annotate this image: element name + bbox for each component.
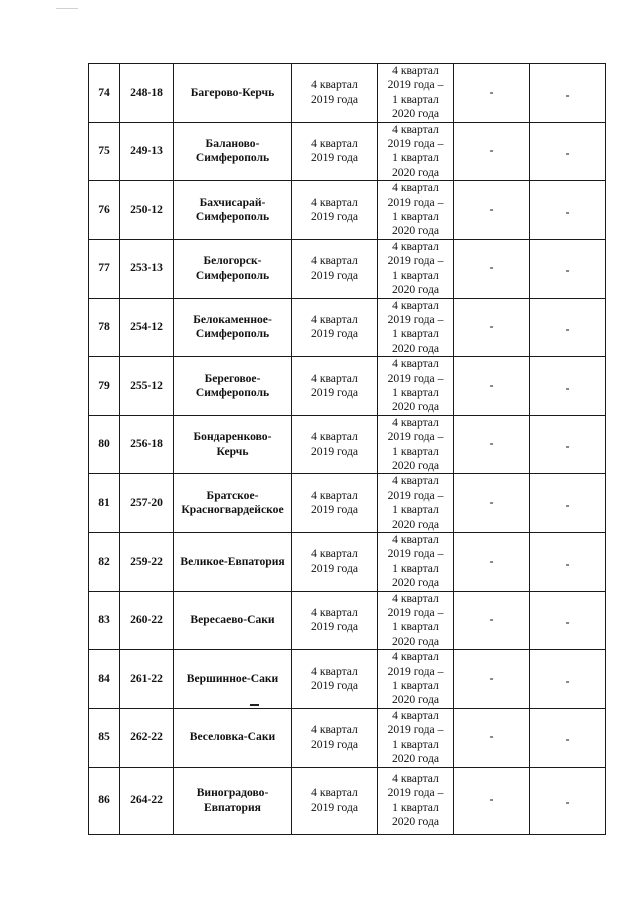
col6-value: - <box>489 495 494 509</box>
col7-cell <box>530 533 606 592</box>
col7-cell <box>530 298 606 357</box>
col6-cell <box>454 474 530 533</box>
table-row <box>89 650 606 709</box>
row-number: 79 <box>89 357 120 416</box>
start-period-line: 2019 года <box>310 268 359 282</box>
route-name-line: Симферополь <box>195 151 270 165</box>
route-name <box>174 415 292 474</box>
end-period-line: 2020 года <box>391 634 440 648</box>
col6-cell <box>454 591 530 650</box>
end-period-line: 2020 года <box>391 693 440 707</box>
start-period-line: 4 квартал <box>311 312 358 326</box>
end-period-line: 2020 года <box>391 400 440 414</box>
start-period <box>292 650 378 709</box>
col6-value: - <box>489 554 494 568</box>
row-number: 75 <box>89 122 120 181</box>
row-number: 81 <box>89 474 120 533</box>
table-row <box>89 298 606 357</box>
start-period-line: 4 квартал <box>311 606 358 620</box>
route-name <box>174 122 292 181</box>
end-period-line: 1 квартал <box>392 444 439 458</box>
end-period <box>378 767 454 834</box>
route-name-line: Бахчисарай- <box>199 195 266 209</box>
col6-cell <box>454 239 530 298</box>
start-period-line: 2019 года <box>310 327 359 341</box>
end-period-line: 2020 года <box>391 576 440 590</box>
end-period-line: 2019 года – <box>387 547 444 561</box>
col6-cell <box>454 298 530 357</box>
col7-cell <box>530 591 606 650</box>
col6-value: - <box>489 85 494 99</box>
end-period-line: 1 квартал <box>392 561 439 575</box>
col6-value: - <box>489 730 494 744</box>
table-row <box>89 474 606 533</box>
end-period-line: 2019 года – <box>387 312 444 326</box>
start-period <box>292 298 378 357</box>
end-period-line: 2019 года – <box>387 254 444 268</box>
route-code: 250-12 <box>120 181 174 240</box>
end-period-line: 2019 года – <box>387 664 444 678</box>
end-period-line: 2019 года – <box>387 78 444 92</box>
route-name <box>174 64 292 123</box>
col6-value: - <box>489 671 494 685</box>
route-name-line: Вершинное-Саки <box>186 671 279 685</box>
end-period-line: 1 квартал <box>392 737 439 751</box>
start-period <box>292 239 378 298</box>
col7-value: - <box>565 440 570 454</box>
end-period <box>378 591 454 650</box>
route-code: 264-22 <box>120 767 174 834</box>
end-period-line: 2020 года <box>391 752 440 766</box>
route-code: 261-22 <box>120 650 174 709</box>
col7-value: - <box>565 205 570 219</box>
col7-cell <box>530 474 606 533</box>
col6-value: - <box>489 202 494 216</box>
end-period-line: 2020 года <box>391 341 440 355</box>
start-period-line: 4 квартал <box>311 78 358 92</box>
col6-cell <box>454 708 530 767</box>
row-number: 80 <box>89 415 120 474</box>
start-period <box>292 708 378 767</box>
start-period-line: 4 квартал <box>311 371 358 385</box>
start-period-line: 2019 года <box>310 737 359 751</box>
route-name <box>174 357 292 416</box>
end-period <box>378 650 454 709</box>
end-period-line: 1 квартал <box>392 503 439 517</box>
end-period-line: 2019 года – <box>387 723 444 737</box>
route-code: 262-22 <box>120 708 174 767</box>
end-period <box>378 64 454 123</box>
end-period <box>378 181 454 240</box>
end-period-line: 1 квартал <box>392 92 439 106</box>
route-name <box>174 767 292 834</box>
start-period-line: 4 квартал <box>311 430 358 444</box>
route-name-line: Вересаево-Саки <box>190 613 275 627</box>
route-name-line: Бондаренково- <box>193 430 272 444</box>
row-number: 84 <box>89 650 120 709</box>
col7-cell <box>530 767 606 834</box>
start-period <box>292 767 378 834</box>
end-period-line: 4 квартал <box>392 771 439 785</box>
col7-value: - <box>565 88 570 102</box>
routes-table <box>88 63 606 835</box>
col6-value: - <box>489 320 494 334</box>
start-period-line: 2019 года <box>310 444 359 458</box>
col6-cell <box>454 181 530 240</box>
route-code: 254-12 <box>120 298 174 357</box>
start-period-line: 4 квартал <box>311 786 358 800</box>
start-period-line: 4 квартал <box>311 195 358 209</box>
end-period <box>378 357 454 416</box>
col6-cell <box>454 533 530 592</box>
col6-value: - <box>489 437 494 451</box>
end-period-line: 4 квартал <box>392 650 439 664</box>
col7-value: - <box>565 796 570 810</box>
start-period-line: 2019 года <box>310 561 359 575</box>
col7-value: - <box>565 381 570 395</box>
end-period-line: 4 квартал <box>392 357 439 371</box>
start-period <box>292 122 378 181</box>
route-code: 249-13 <box>120 122 174 181</box>
route-name <box>174 474 292 533</box>
route-name-line: Евпатория <box>204 800 261 814</box>
table-row <box>89 239 606 298</box>
col7-cell <box>530 415 606 474</box>
row-number: 86 <box>89 767 120 834</box>
end-period-line: 4 квартал <box>392 415 439 429</box>
col6-cell <box>454 357 530 416</box>
route-name-line: Береговое- <box>204 371 261 385</box>
route-name <box>174 650 292 709</box>
end-period-line: 4 квартал <box>392 239 439 253</box>
route-code: 257-20 <box>120 474 174 533</box>
start-period-line: 4 квартал <box>311 254 358 268</box>
end-period <box>378 474 454 533</box>
col7-cell <box>530 239 606 298</box>
route-name-line: Виноградово- <box>196 786 269 800</box>
route-name <box>174 298 292 357</box>
row-number: 76 <box>89 181 120 240</box>
end-period-line: 4 квартал <box>392 181 439 195</box>
col6-cell <box>454 650 530 709</box>
table-row <box>89 357 606 416</box>
route-name-line: Симферополь <box>195 385 270 399</box>
scan-artifact <box>56 8 78 9</box>
end-period <box>378 415 454 474</box>
route-name <box>174 239 292 298</box>
table-row <box>89 415 606 474</box>
start-period-line: 4 квартал <box>311 137 358 151</box>
end-period-line: 2020 года <box>391 517 440 531</box>
route-name-line: Красногвардейское <box>181 503 284 517</box>
col7-value: - <box>565 264 570 278</box>
route-name-line: Баланово- <box>205 137 260 151</box>
route-name-line: Багерово-Керчь <box>190 85 275 99</box>
start-period-line: 4 квартал <box>311 488 358 502</box>
table-row <box>89 533 606 592</box>
row-number: 74 <box>89 64 120 123</box>
end-period <box>378 708 454 767</box>
end-period <box>378 298 454 357</box>
end-period-line: 4 квартал <box>392 64 439 77</box>
col7-value: - <box>565 733 570 747</box>
end-period-line: 4 квартал <box>392 533 439 546</box>
route-name-line: Веселовка-Саки <box>189 730 276 744</box>
end-period <box>378 239 454 298</box>
table-row <box>89 181 606 240</box>
route-code: 256-18 <box>120 415 174 474</box>
row-number: 83 <box>89 591 120 650</box>
end-period-line: 1 квартал <box>392 327 439 341</box>
end-period-line: 4 квартал <box>392 122 439 136</box>
route-name-line: Керчь <box>216 444 249 458</box>
start-period <box>292 181 378 240</box>
col6-cell <box>454 122 530 181</box>
col6-cell <box>454 415 530 474</box>
route-name-line: Симферополь <box>195 210 270 224</box>
end-period-line: 2020 года <box>391 165 440 179</box>
end-period-line: 4 квартал <box>392 474 439 488</box>
route-name <box>174 708 292 767</box>
end-period-line: 1 квартал <box>392 151 439 165</box>
route-code: 248-18 <box>120 64 174 123</box>
route-name-line: Белокаменное- <box>193 312 272 326</box>
route-name <box>174 181 292 240</box>
ink-mark <box>250 704 259 706</box>
start-period-line: 4 квартал <box>311 723 358 737</box>
start-period-line: 2019 года <box>310 210 359 224</box>
end-period-line: 2020 года <box>391 458 440 472</box>
col7-cell <box>530 64 606 123</box>
start-period <box>292 474 378 533</box>
col7-value: - <box>565 674 570 688</box>
end-period-line: 1 квартал <box>392 268 439 282</box>
route-name-line: Братское- <box>206 488 259 502</box>
table-row <box>89 767 606 834</box>
start-period <box>292 533 378 592</box>
col7-value: - <box>565 323 570 337</box>
col6-value: - <box>489 793 494 807</box>
route-code: 260-22 <box>120 591 174 650</box>
start-period <box>292 415 378 474</box>
start-period-line: 2019 года <box>310 679 359 693</box>
start-period-line: 2019 года <box>310 503 359 517</box>
table-row <box>89 591 606 650</box>
col6-value: - <box>489 261 494 275</box>
row-number: 77 <box>89 239 120 298</box>
route-name <box>174 591 292 650</box>
start-period-line: 4 квартал <box>311 664 358 678</box>
end-period-line: 2020 года <box>391 283 440 297</box>
col7-cell <box>530 650 606 709</box>
col7-cell <box>530 357 606 416</box>
end-period-line: 1 квартал <box>392 385 439 399</box>
route-code: 253-13 <box>120 239 174 298</box>
route-code: 259-22 <box>120 533 174 592</box>
route-name <box>174 533 292 592</box>
start-period <box>292 591 378 650</box>
end-period-line: 2019 года – <box>387 371 444 385</box>
end-period-line: 2020 года <box>391 107 440 121</box>
end-period-line: 2019 года – <box>387 606 444 620</box>
col7-cell <box>530 122 606 181</box>
end-period <box>378 122 454 181</box>
end-period-line: 4 квартал <box>392 708 439 722</box>
col7-cell <box>530 708 606 767</box>
end-period-line: 1 квартал <box>392 800 439 814</box>
end-period-line: 2020 года <box>391 224 440 238</box>
end-period-line: 1 квартал <box>392 210 439 224</box>
start-period-line: 2019 года <box>310 800 359 814</box>
route-name-line: Симферополь <box>195 327 270 341</box>
col6-cell <box>454 767 530 834</box>
route-name-line: Великое-Евпатория <box>180 554 285 568</box>
table-row <box>89 64 606 123</box>
start-period <box>292 357 378 416</box>
col6-cell <box>454 64 530 123</box>
end-period-line: 2020 года <box>391 814 440 828</box>
col7-value: - <box>565 616 570 630</box>
start-period-line: 2019 года <box>310 385 359 399</box>
start-period <box>292 64 378 123</box>
col6-value: - <box>489 144 494 158</box>
end-period <box>378 533 454 592</box>
route-code: 255-12 <box>120 357 174 416</box>
start-period-line: 2019 года <box>310 620 359 634</box>
end-period-line: 2019 года – <box>387 488 444 502</box>
start-period-line: 4 квартал <box>311 547 358 561</box>
start-period-line: 2019 года <box>310 151 359 165</box>
end-period-line: 2019 года – <box>387 430 444 444</box>
end-period-line: 4 квартал <box>392 298 439 312</box>
route-name-line: Белогорск- <box>203 254 262 268</box>
col6-value: - <box>489 613 494 627</box>
row-number: 82 <box>89 533 120 592</box>
col7-cell <box>530 181 606 240</box>
end-period-line: 4 квартал <box>392 591 439 605</box>
end-period-line: 1 квартал <box>392 679 439 693</box>
end-period-line: 2019 года – <box>387 195 444 209</box>
col6-value: - <box>489 378 494 392</box>
col7-value: - <box>565 498 570 512</box>
col7-value: - <box>565 557 570 571</box>
end-period-line: 2019 года – <box>387 786 444 800</box>
end-period-line: 1 квартал <box>392 620 439 634</box>
route-name-line: Симферополь <box>195 268 270 282</box>
row-number: 85 <box>89 708 120 767</box>
start-period-line: 2019 года <box>310 92 359 106</box>
table-row <box>89 708 606 767</box>
row-number: 78 <box>89 298 120 357</box>
col7-value: - <box>565 147 570 161</box>
end-period-line: 2019 года – <box>387 137 444 151</box>
table-row <box>89 122 606 181</box>
